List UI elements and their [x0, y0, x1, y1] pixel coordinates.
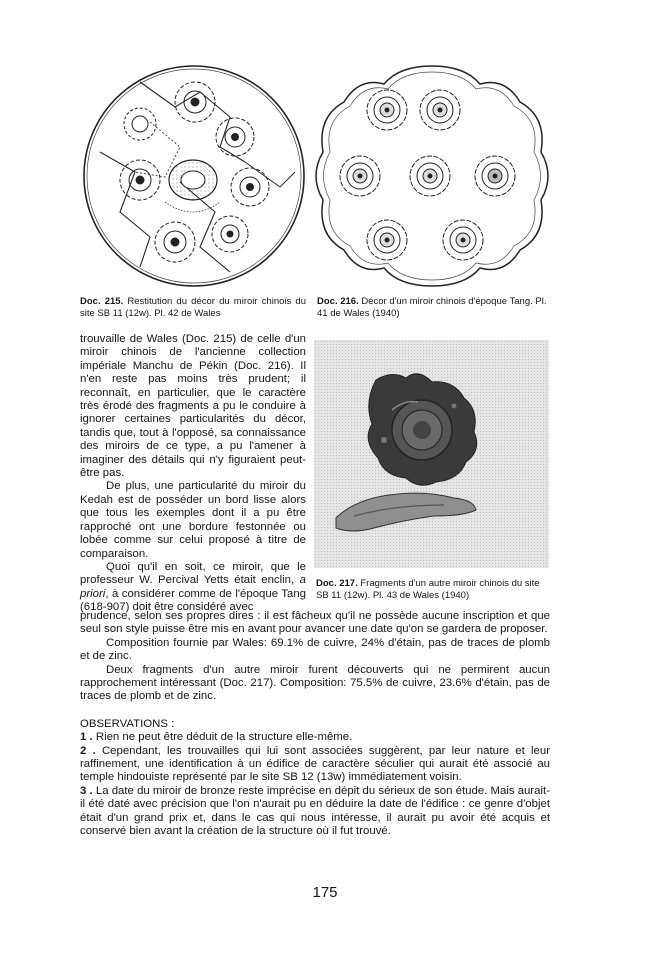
page-number: 175: [312, 884, 338, 901]
paragraph-prudence: prudence, selon ses propres dires : il est fâcheux qu'il ne possède aucune inscription et que seul son style puisse être mis en avant pour avancer une date qu'on se gardera de proposer.: [80, 610, 550, 636]
observation-number: 3 .: [80, 784, 93, 797]
yetts-text-start: Quoi qu'il en soit, ce miroir, que le professeur W. Percival Yetts était enclin,: [80, 560, 306, 587]
caption-doc215: [80, 296, 306, 320]
observation-item-3: [80, 785, 550, 839]
observation-item-2: [80, 745, 550, 785]
caption-text: Fragments d'un autre miroir chinois du site SB 11 (12w). Pl. 43 de Wales (1940): [316, 578, 540, 601]
observation-text: Cependant, les trouvailles qui lui sont associées suggèrent, par leur nature et leur raffinement, une identification à un édifice de caractère séculier qui aurait été associé au temple hindouiste représenté par le site SB 12 (13w) immédiatement voisin.: [80, 744, 551, 784]
mirror-drawing-216: [315, 62, 550, 290]
caption-text: Décor d'un miroir chinois d'époque Tang. Pl. 41 de Wales (1940): [317, 296, 547, 319]
left-column: [80, 333, 306, 615]
observation-item-1: [80, 731, 550, 744]
photo-fragments-217: [314, 340, 549, 568]
a-priori-italic: a priori: [80, 574, 306, 600]
figure-doc217: [314, 340, 549, 568]
caption-label: Doc. 216.: [317, 296, 359, 307]
mirror-drawing-215: [80, 62, 308, 290]
figure-doc215: [80, 62, 308, 290]
observation-text: Rien ne peut être déduit de la structure elle-même.: [95, 731, 353, 744]
caption-text: Restitution du décor du miroir chinois du site SB 11 (12w). Pl. 42 de Wales: [80, 296, 306, 319]
paragraph-wales-comparison: trouvaille de Wales (Doc. 215) de celle d'un miroir chinois de l'ancienne collection impériale Manchu de Pékin (Doc. 216). Il n'en reste pas moins très prudent; il reconnaît, en particulier, que le caractère très érodé des fragments a pu le conduire à ignorer certaines particularités du décor, tandis que, tout à l'opposé, sa connaissance des miroirs de ce type, a pu l'amener à imaginer des détails qui n'y figuraient peut-être pas.: [80, 333, 306, 480]
paragraph-kedah-mirror: De plus, une particularité du miroir du Kedah est de posséder un bord lisse alors que tous les exemples dont il a pu être rapproché ont une bordure festonnée ou lobée comme sur celui proposé à titre de comparaison.: [80, 480, 306, 560]
caption-doc217: [316, 578, 550, 602]
caption-label: Doc. 217.: [316, 578, 358, 589]
caption-doc216: [317, 296, 549, 320]
paragraph-composition-1: Composition fournie par Wales: 69.1% de cuivre, 24% d'étain, pas de traces de plomb et de zinc.: [80, 636, 550, 663]
caption-label: Doc. 215.: [80, 296, 124, 307]
observations-section: [80, 718, 550, 839]
full-width-text: [80, 610, 550, 839]
observations-heading: OBSERVATIONS :: [80, 717, 175, 730]
observation-number: 1 .: [80, 731, 93, 744]
figure-doc216: [315, 62, 550, 290]
yetts-text-mid: , à considérer comme de l'époque Tang (618-907) doit être considéré avec: [80, 587, 306, 614]
observation-number: 2 .: [80, 744, 96, 757]
paragraph-yetts: [80, 561, 306, 615]
observation-text: La date du miroir de bronze reste imprécise en dépit du sérieux de son étude. Mais aurait-il été daté avec précision que l'on n'aurait pu en déduire la date de l'édifice : ce genre d'objet était d'un grand prix et, dans le cas qui nous intéresse, il aurait pu avoir été acquis et conservé bien avant la création de la structure où il fut trouvé.: [80, 784, 551, 838]
paragraph-composition-2: Deux fragments d'un autre miroir furent découverts qui ne permirent aucun rapprochement intéressant (Doc. 217). Composition: 75.5% de cuivre, 23.6% d'étain, pas de traces de plomb et de zinc.: [80, 663, 550, 703]
